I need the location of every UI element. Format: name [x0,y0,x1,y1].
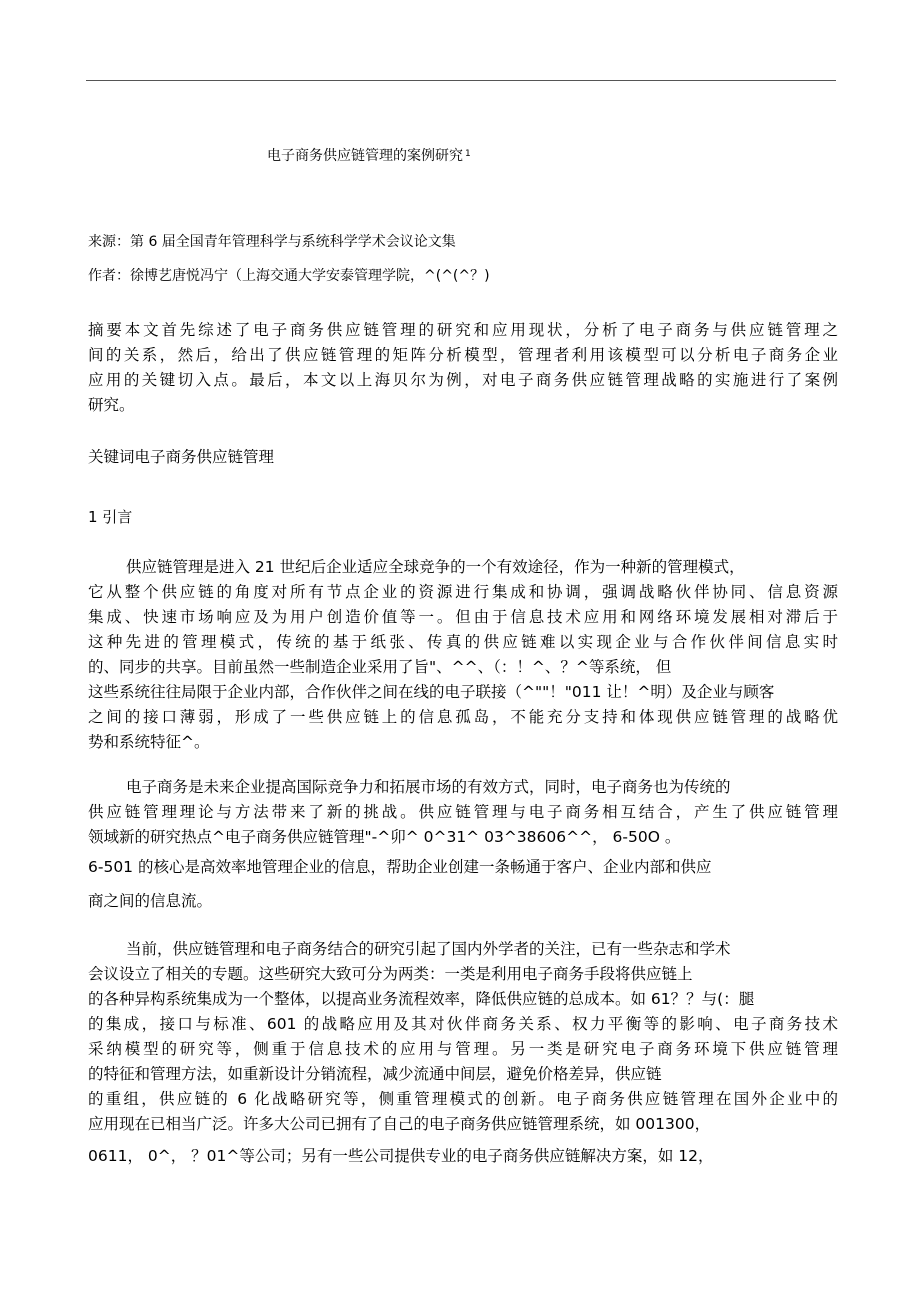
paragraph-line: 之间的接口薄弱，形成了一些供应链上的信息孤岛，不能充分支持和体现供应链管理的战略优 [88,708,838,726]
abstract-line: 应用的关键切入点。最后，本文以上海贝尔为例，对电子商务供应链管理战略的实施进行了案例 [88,371,838,389]
paragraph-line: 的重组，供应链的 6 化战略研究等，侧重管理模式的创新。电子商务供应链管理在国外企业中的 [88,1090,838,1108]
paragraph-line: 它从整个供应链的角度对所有节点企业的资源进行集成和协调，强调战略伙伴协同、信息资源 [88,583,838,601]
authors-line: 作者：徐博艺唐悦冯宁（上海交通大学安泰管理学院，^(^(^？) [88,268,490,284]
paragraph-line: 0611， 0^， ？01^等公司；另有一些公司提供专业的电子商务供应链解决方案，如 12， [88,1147,714,1165]
paragraph-line: 的各种异构系统集成为一个整体，以提高业务流程效率，降低供应链的总成本。如 61？？与(：腿 [88,990,755,1008]
abstract-line: 摘要本文首先综述了电子商务供应链管理的研究和应用现状，分析了电子商务与供应链管理之 [88,321,838,339]
paragraph-line: 采纳模型的研究等，侧重于信息技术的应用与管理。另一类是研究电子商务环境下供应链管理 [88,1040,838,1058]
paragraph-line: 当前，供应链管理和电子商务结合的研究引起了国内外学者的关注，已有一些杂志和学术 [126,940,731,958]
paragraph-line: 6-501 的核心是高效率地管理企业的信息，帮助企业创建一条畅通于客户、企业内部和供应 [88,858,712,876]
source-line: 来源：第 6 届全国青年管理科学与系统科学学术会议论文集 [88,234,456,250]
paragraph-line: 应用现在已相当广泛。许多大公司已拥有了自己的电子商务供应链管理系统，如 001300， [88,1115,711,1133]
paragraph-line: 这种先进的管理模式，传统的基于纸张、传真的供应链难以实现企业与合作伙伴间信息实时 [88,633,838,651]
keywords-line: 关键词电子商务供应链管理 [88,448,275,466]
header-rule [86,80,836,81]
paragraph-line: 领域新的研究热点^电子商务供应链管理"-^卯^ 0^31^ 03^38606^^， 6-50O 。 [88,828,681,846]
title-footnote-mark: 1 [465,149,471,159]
title-text: 电子商务供应链管理的案例研究 [267,148,463,164]
paragraph-line: 集成、快速市场响应及为用户创造价值等一。但由于信息技术应用和网络环境发展相对滞后于 [88,608,838,626]
section-heading: 1 引言 [88,508,133,526]
paragraph-line: 势和系统特征^。 [88,733,210,751]
paragraph-line: 商之间的信息流。 [88,892,213,910]
paragraph-line: 的、同步的共享。目前虽然一些制造企业采用了旨"、^^、（：！^、？^等系统， 但 [88,658,672,676]
document-title [267,146,471,166]
paragraph-line: 的集成，接口与标准、601 的战略应用及其对伙伴商务关系、权力平衡等的影响、电子商务技术 [88,1015,838,1033]
paragraph-line: 这些系统往往局限于企业内部，合作伙伴之间在线的电子联接（^""！"011 让！^明）及企业与顾客 [88,683,775,701]
abstract-line: 间的关系，然后，给出了供应链管理的矩阵分析模型，管理者利用该模型可以分析电子商务企业 [88,346,838,364]
paragraph-line: 会议设立了相关的专题。这些研究大致可分为两类：一类是利用电子商务手段将供应链上 [88,965,693,983]
paragraph-line: 的特征和管理方法，如重新设计分销流程，减少流通中间层，避免价格差异，供应链 [88,1065,662,1083]
paragraph-line: 供应链管理是进入 21 世纪后企业适应全球竞争的一个有效途径，作为一种新的管理模式， [126,558,745,576]
abstract-line: 研究。 [88,396,135,414]
paragraph-line: 供应链管理理论与方法带来了新的挑战。供应链管理与电子商务相互结合，产生了供应链管理 [88,803,838,821]
paragraph-line: 电子商务是未来企业提高国际竞争力和拓展市场的有效方式，同时，电子商务也为传统的 [126,778,731,796]
